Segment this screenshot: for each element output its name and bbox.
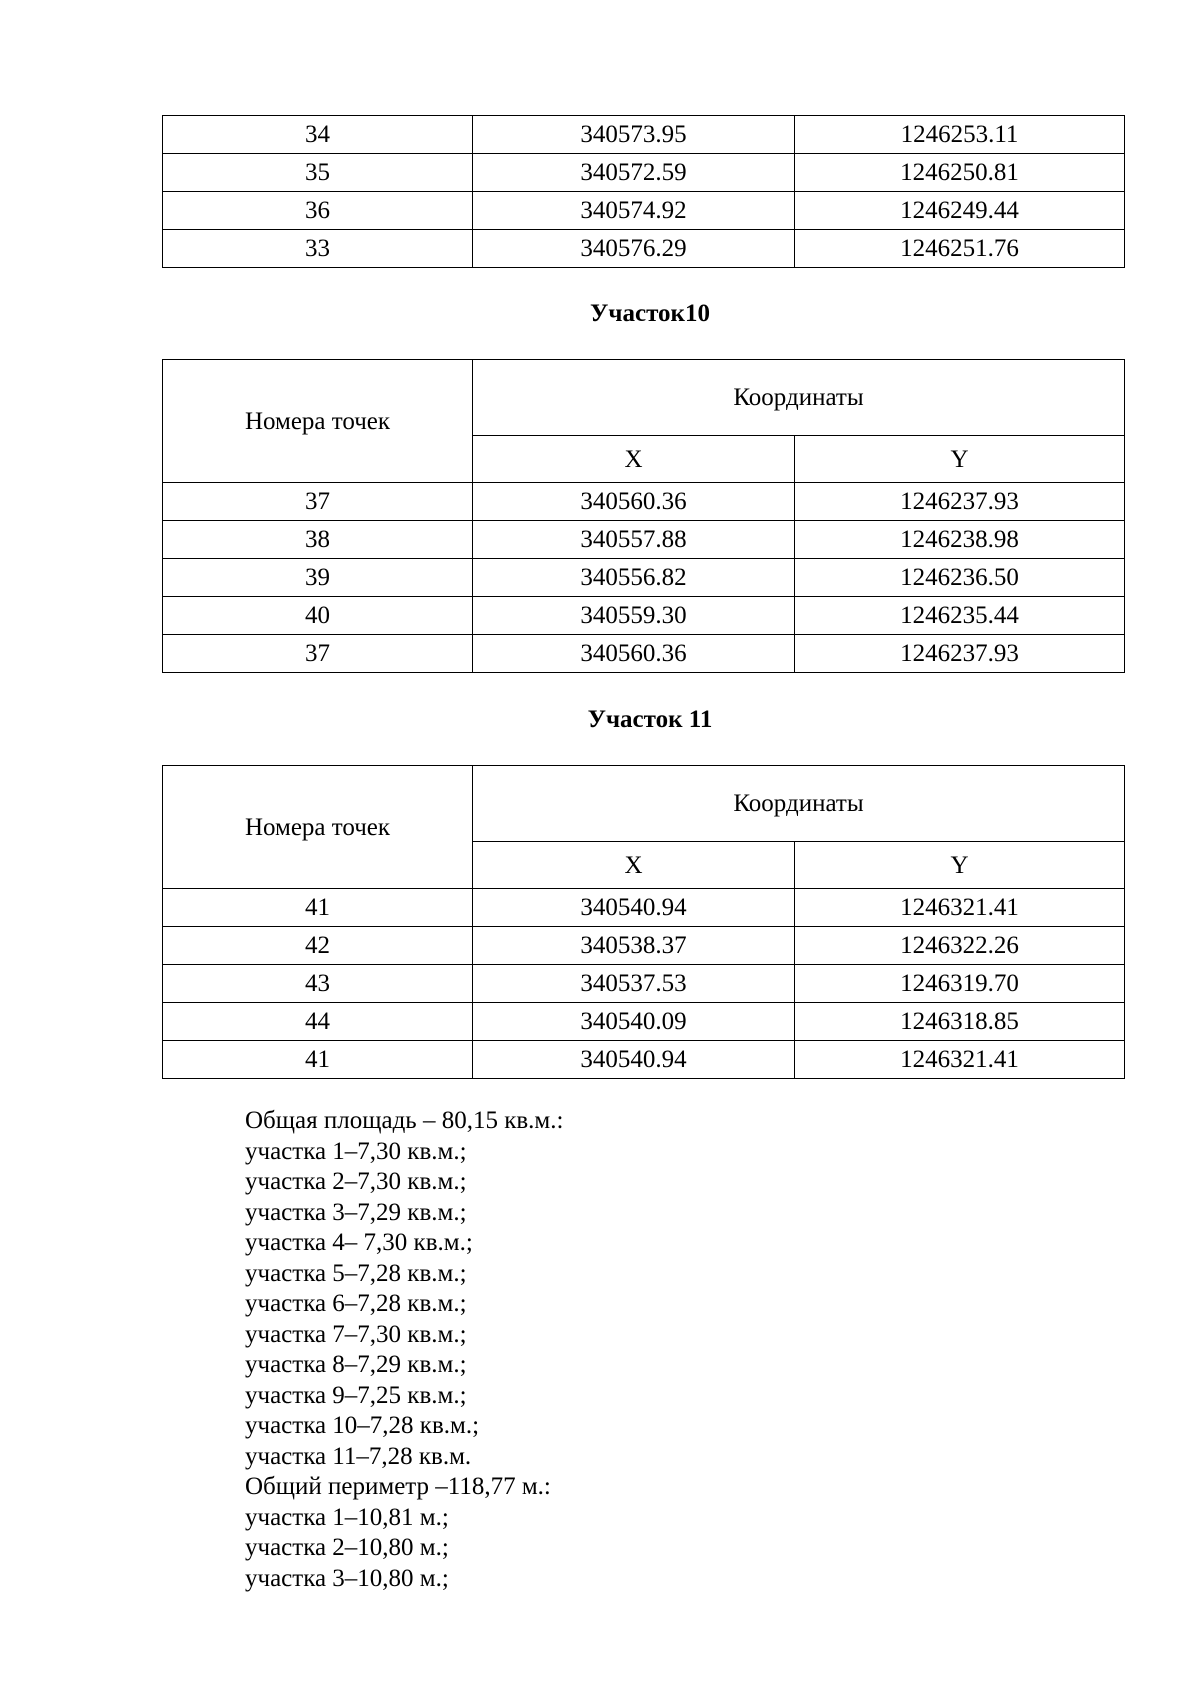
x-coordinate-cell: 340538.37 (473, 927, 795, 965)
total-perimeter-line: Общий периметр –118,77 м.: (245, 1473, 551, 1500)
points-column-header: Номера точек (163, 360, 473, 483)
plot-perimeter-line: участка 2–10,80 м.; (245, 1534, 449, 1561)
table-row (163, 192, 1125, 230)
point-number-cell: 37 (163, 635, 473, 673)
point-number-cell: 36 (163, 192, 473, 230)
y-coordinate-cell: 1246321.41 (795, 889, 1125, 927)
plot-area-line: участка 7–7,30 кв.м.; (245, 1320, 467, 1348)
coordinates-table-section-11 (162, 765, 1125, 1079)
y-coordinate-cell: 1246236.50 (795, 559, 1125, 597)
table-row (163, 154, 1125, 192)
area-perimeter-summary (245, 1106, 563, 1594)
plot-area-line: участка 3–7,29 кв.м.; (245, 1198, 467, 1226)
table-row (163, 635, 1125, 673)
y-coordinate-cell: 1246251.76 (795, 230, 1125, 268)
plot-area-line: участка 11–7,28 кв.м. (245, 1442, 472, 1470)
x-coordinate-cell: 340572.59 (473, 154, 795, 192)
point-number-cell: 42 (163, 927, 473, 965)
y-column-header: Y (795, 842, 1125, 889)
x-coordinate-cell: 340557.88 (473, 521, 795, 559)
point-number-cell: 33 (163, 230, 473, 268)
plot-area-line: участка 9–7,25 кв.м.; (245, 1381, 467, 1409)
y-coordinate-cell: 1246321.41 (795, 1041, 1125, 1079)
table-row (163, 927, 1125, 965)
table-body (163, 766, 1125, 1079)
x-coordinate-cell: 340540.09 (473, 1003, 795, 1041)
x-coordinate-cell: 340559.30 (473, 597, 795, 635)
x-coordinate-cell: 340573.95 (473, 116, 795, 154)
point-number-cell: 43 (163, 965, 473, 1003)
y-coordinate-cell: 1246249.44 (795, 192, 1125, 230)
x-coordinate-cell: 340556.82 (473, 559, 795, 597)
y-coordinate-cell: 1246238.98 (795, 521, 1125, 559)
plot-area-line: участка 4– 7,30 кв.м.; (245, 1229, 473, 1256)
x-coordinate-cell: 340537.53 (473, 965, 795, 1003)
point-number-cell: 41 (163, 889, 473, 927)
y-coordinate-cell: 1246250.81 (795, 154, 1125, 192)
x-coordinate-cell: 340540.94 (473, 889, 795, 927)
total-area-line: Общая площадь – 80,15 кв.м.: (245, 1107, 564, 1134)
plot-area-line: участка 10–7,28 кв.м.; (245, 1412, 480, 1439)
table-header-row (163, 766, 1125, 842)
point-number-cell: 44 (163, 1003, 473, 1041)
point-number-cell: 40 (163, 597, 473, 635)
section-11-title: Участок 11 (587, 706, 713, 733)
table-header-row (163, 360, 1125, 436)
table-row (163, 597, 1125, 635)
table-row (163, 889, 1125, 927)
plot-perimeter-line: участка 3–10,80 м.; (245, 1564, 449, 1592)
table-row (163, 965, 1125, 1003)
table-row (163, 559, 1125, 597)
y-coordinate-cell: 1246319.70 (795, 965, 1125, 1003)
coordinates-column-header: Координаты (473, 766, 1125, 842)
section-10-title: Участок10 (590, 300, 710, 327)
point-number-cell: 35 (163, 154, 473, 192)
table-body (163, 116, 1125, 268)
table-row (163, 116, 1125, 154)
x-coordinate-cell: 340540.94 (473, 1041, 795, 1079)
point-number-cell: 34 (163, 116, 473, 154)
point-number-cell: 38 (163, 521, 473, 559)
x-coordinate-cell: 340576.29 (473, 230, 795, 268)
point-number-cell: 39 (163, 559, 473, 597)
table-row (163, 521, 1125, 559)
table-row (163, 230, 1125, 268)
point-number-cell: 41 (163, 1041, 473, 1079)
table-row (163, 483, 1125, 521)
y-coordinate-cell: 1246253.11 (795, 116, 1125, 154)
coordinates-column-header: Координаты (473, 360, 1125, 436)
x-column-header: X (473, 436, 795, 483)
plot-area-line: участка 6–7,28 кв.м.; (245, 1290, 467, 1317)
x-column-header: X (473, 842, 795, 889)
table-row (163, 1041, 1125, 1079)
point-number-cell: 37 (163, 483, 473, 521)
y-coordinate-cell: 1246235.44 (795, 597, 1125, 635)
table-body (163, 360, 1125, 673)
x-coordinate-cell: 340560.36 (473, 635, 795, 673)
table-row (163, 1003, 1125, 1041)
plot-perimeter-line: участка 1–10,81 м.; (245, 1503, 449, 1531)
y-coordinate-cell: 1246237.93 (795, 635, 1125, 673)
x-coordinate-cell: 340560.36 (473, 483, 795, 521)
plot-area-line: участка 2–7,30 кв.м.; (245, 1168, 467, 1195)
plot-area-line: участка 8–7,29 кв.м.; (245, 1351, 467, 1378)
y-column-header: Y (795, 436, 1125, 483)
y-coordinate-cell: 1246322.26 (795, 927, 1125, 965)
plot-area-line: участка 1–7,30 кв.м.; (245, 1137, 467, 1165)
coordinates-table-section-10 (162, 359, 1125, 673)
coordinates-table-continued (162, 115, 1125, 268)
y-coordinate-cell: 1246318.85 (795, 1003, 1125, 1041)
plot-area-line: участка 5–7,28 кв.м.; (245, 1259, 467, 1287)
points-column-header: Номера точек (163, 766, 473, 889)
y-coordinate-cell: 1246237.93 (795, 483, 1125, 521)
x-coordinate-cell: 340574.92 (473, 192, 795, 230)
